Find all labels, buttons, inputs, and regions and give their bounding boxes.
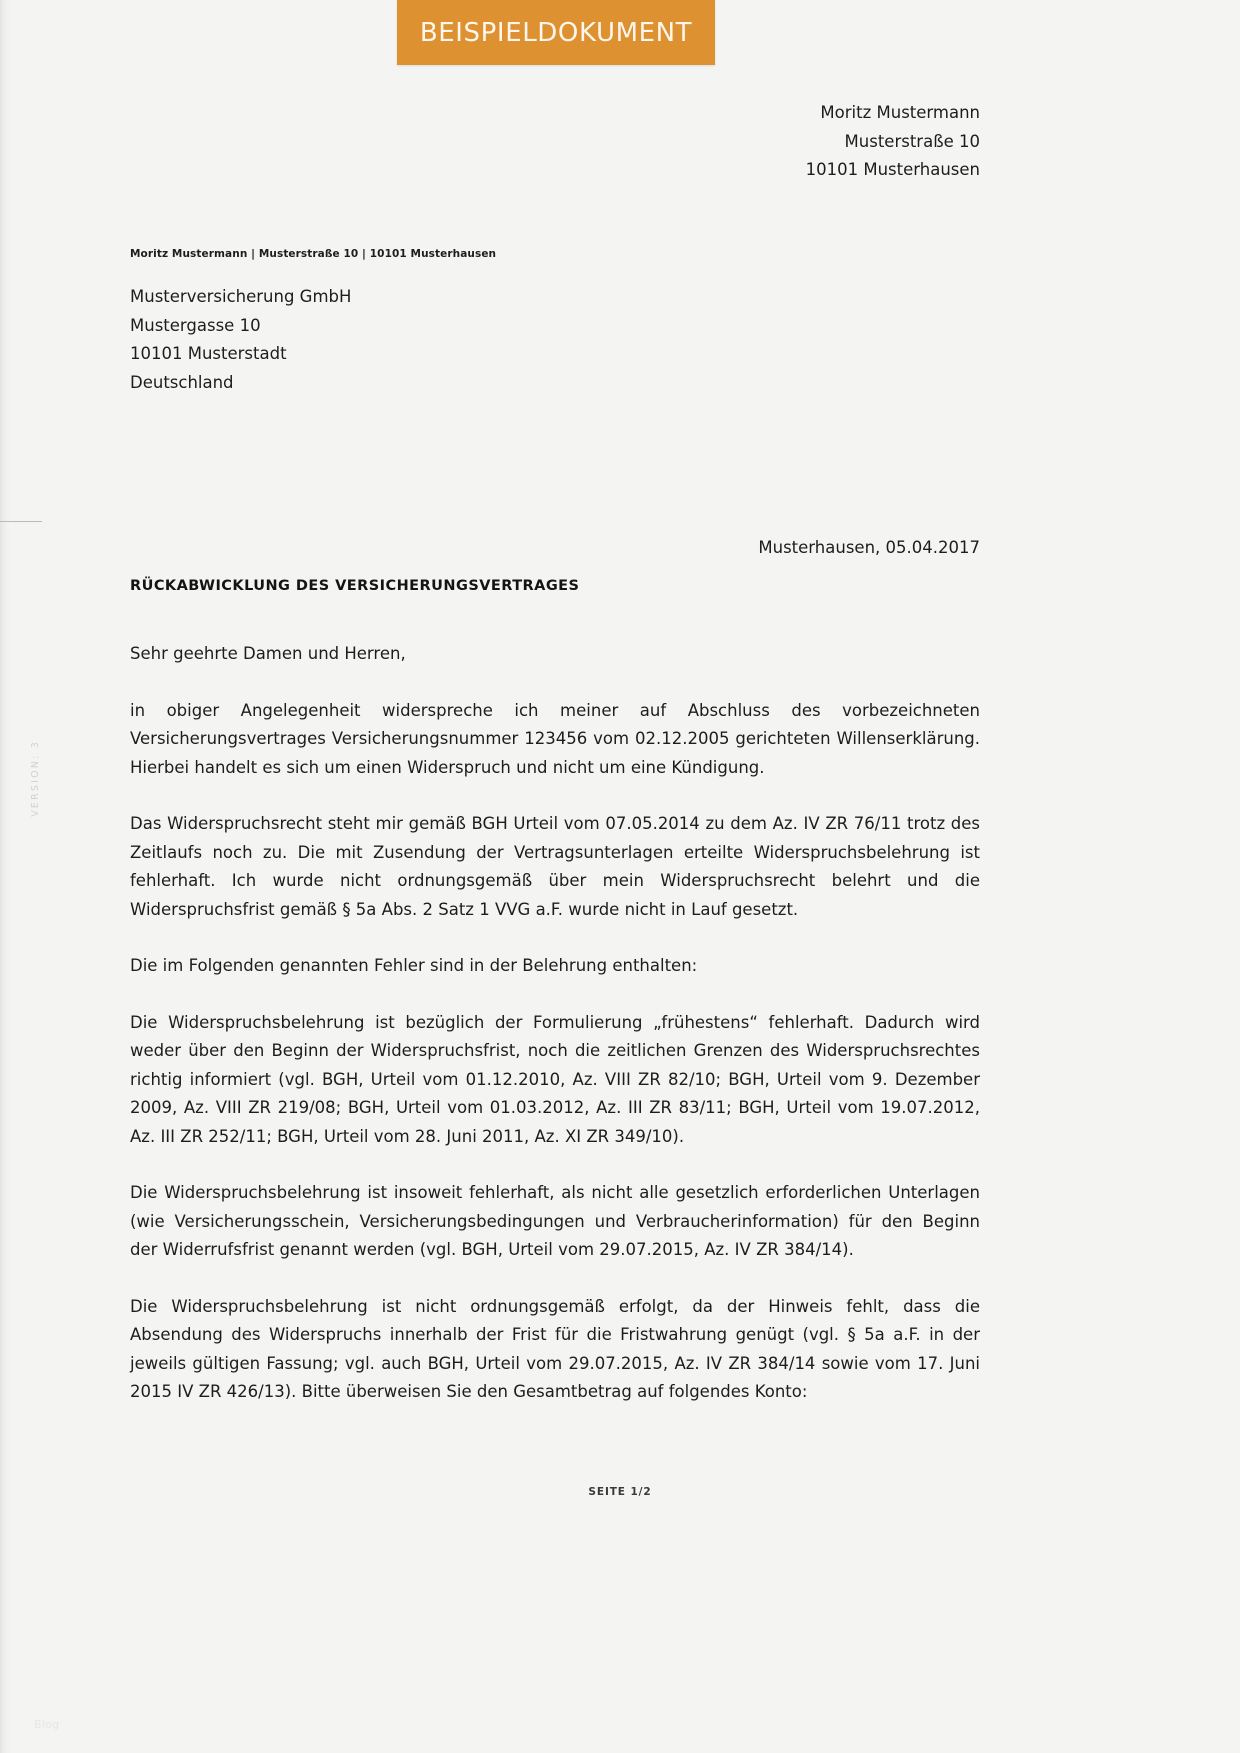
- recipient-company: Musterversicherung GmbH: [130, 287, 352, 306]
- recipient-address-block: [130, 283, 351, 397]
- sender-address-block: [806, 99, 980, 185]
- sender-street: Musterstraße 10: [844, 131, 980, 151]
- subject-heading: RÜCKABWICKLUNG DES VERSICHERUNGSVERTRAGES: [130, 578, 580, 594]
- sender-city: 10101 Musterhausen: [805, 160, 980, 179]
- sample-document-banner: [397, 0, 715, 65]
- body-salutation: Sehr geehrte Damen und Herren,: [130, 644, 406, 663]
- recipient-city: 10101 Musterstadt: [130, 344, 287, 363]
- corner-watermark: Blog: [34, 1718, 60, 1731]
- return-address-line: Moritz Mustermann | Musterstraße 10 | 10101 Musterhausen: [130, 248, 497, 260]
- recipient-country: Deutschland: [130, 372, 234, 392]
- body-paragraph-2: Das Widerspruchsrecht steht mir gemäß BGH Urteil vom 07.05.2014 zu dem Az. IV ZR 76/11 trotz des Zeitlaufs noch zu. Die mit Zusendung der Vertragsunterlagen erteilte Widerspruchsbelehrung ist fehlerhaft. Ich wurde nicht ordnungsgemäß über mein Widerspruchsrecht belehrt und die Widerspruchsfrist gemäß § 5a Abs. 2 Satz 1 VVG a.F. wurde nicht in Lauf gesetzt.: [130, 814, 980, 919]
- sender-name: Moritz Mustermann: [820, 103, 980, 122]
- body-paragraph-4: Die Widerspruchsbelehrung ist bezüglich der Formulierung „frühestens“ fehlerhaft. Dadurch wird weder über den Beginn der Widerspruchsfrist, noch die zeitlichen Grenzen des Widerspruchsrechtes richtig informiert (vgl. BGH, Urteil vom 01.12.2010, Az. VIII ZR 82/10; BGH, Urteil vom 9. Dezember 2009, Az. VIII ZR 219/08; BGH, Urteil vom 01.03.2012, Az. III ZR 83/11; BGH, Urteil vom 19.07.2012, Az. III ZR 252/11; BGH, Urteil vom 28. Juni 2011, Az. XI ZR 349/10).: [130, 1012, 980, 1146]
- date-line: Musterhausen, 05.04.2017: [758, 538, 980, 557]
- letter-body: [130, 640, 980, 1435]
- sample-document-banner-label: BEISPIELDOKUMENT: [419, 17, 693, 48]
- page-number-footer: SEITE 1/2: [588, 1486, 652, 1498]
- body-paragraph-5: Die Widerspruchsbelehrung ist insoweit fehlerhaft, als nicht alle gesetzlich erforderlichen Unterlagen (wie Versicherungsschein, Versicherungsbedingungen und Verbraucherinformation) für den Beginn der Widerrufsfrist genannt werden (vgl. BGH, Urteil vom 29.07.2015, Az. IV ZR 384/14).: [130, 1183, 980, 1259]
- recipient-street: Mustergasse 10: [130, 315, 261, 335]
- fold-mark: [0, 521, 42, 522]
- body-paragraph-1: in obiger Angelegenheit widerspreche ich meiner auf Abschluss des vorbezeichneten Versicherungsvertrages Versicherungsnummer 123456 vom 02.12.2005 gerichteten Willenserklärung. Hierbei handelt es sich um einen Widerspruch und nicht um eine Kündigung.: [130, 700, 980, 777]
- body-paragraph-6: Die Widerspruchsbelehrung ist nicht ordnungsgemäß erfolgt, da der Hinweis fehlt, dass die Absendung des Widerspruchs innerhalb der Frist für die Fristwahrung genügt (vgl. § 5a a.F. in der jeweils gültigen Fassung; vgl. auch BGH, Urteil vom 29.07.2015, Az. IV ZR 384/14 sowie vom 17. Juni 2015 IV ZR 426/13). Bitte überweisen Sie den Gesamtbetrag auf folgendes Konto:: [130, 1296, 980, 1401]
- version-marker: VERSION: 3: [30, 740, 41, 817]
- body-paragraph-3: Die im Folgenden genannten Fehler sind in der Belehrung enthalten:: [130, 956, 698, 975]
